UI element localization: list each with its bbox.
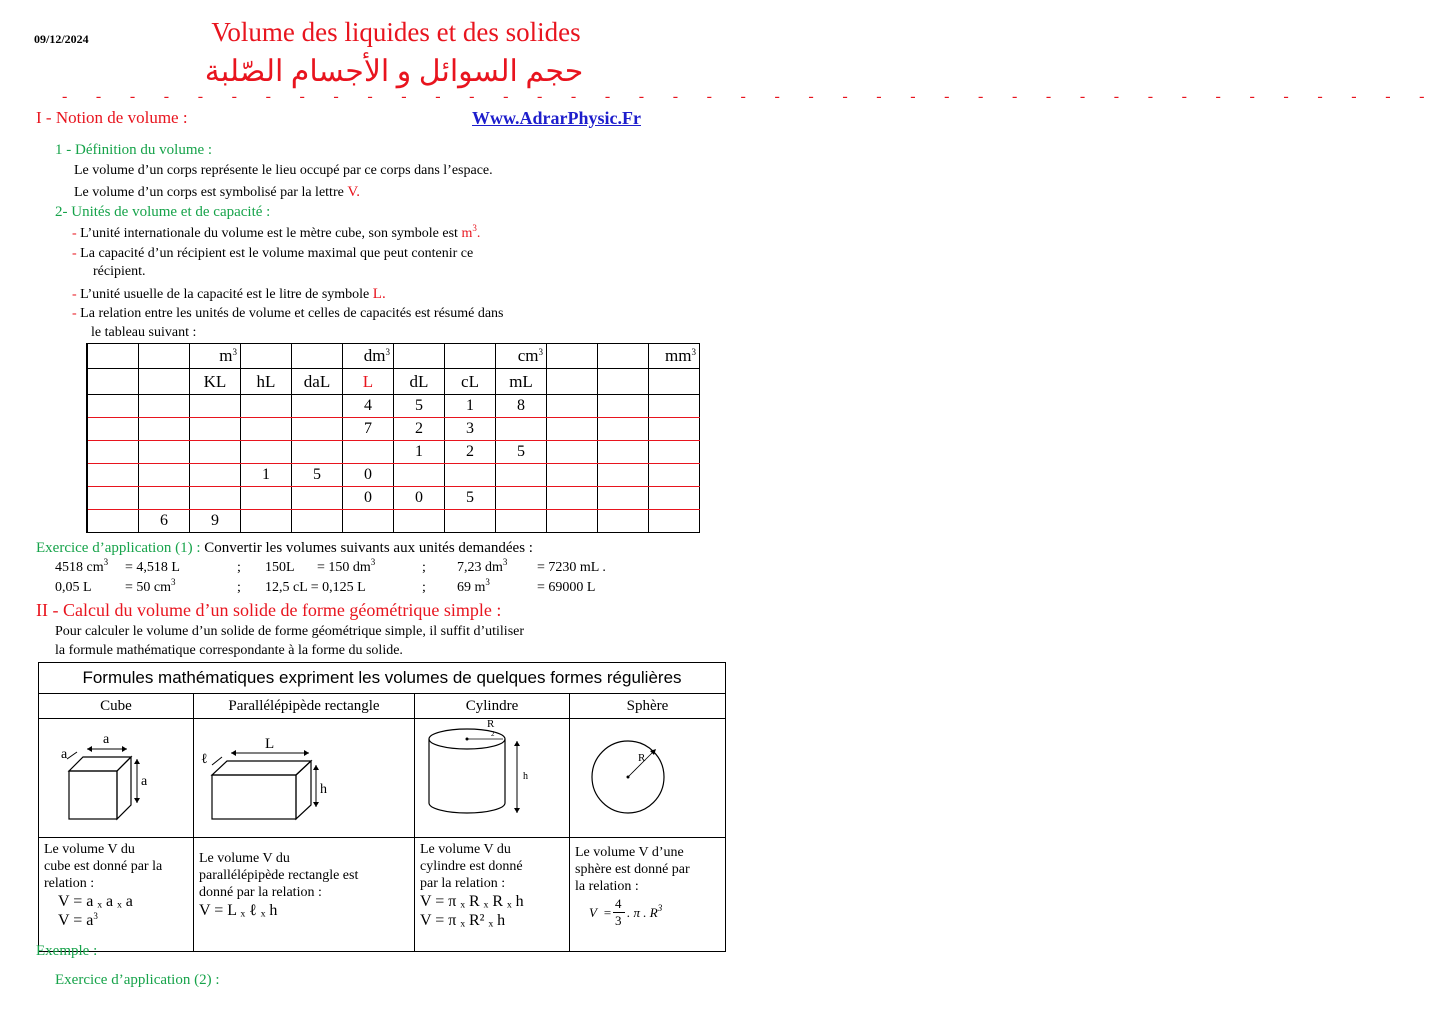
table-cell xyxy=(190,464,241,487)
table-cell xyxy=(139,344,190,369)
formulas-table-title: Formules mathématiques expriment les volumes de quelques formes régulières xyxy=(39,663,726,694)
sphere-label-radius: R xyxy=(638,752,646,764)
table-cell: 2 xyxy=(394,418,445,441)
volume-letter: V. xyxy=(347,184,360,200)
sphere-formula: V = 4 3 . π . $R^3$ xyxy=(589,896,663,928)
exercise2-heading: Exercice d’application (2) : xyxy=(55,972,220,988)
cube-description: Le volume V du cube est donné par la relation : V = a ₓ a ₓ a $V = a^3$ xyxy=(39,838,194,952)
table-cell xyxy=(649,418,700,441)
table-cell: 5 xyxy=(496,441,547,464)
cylinder-figure xyxy=(415,719,569,837)
table-cell xyxy=(598,395,649,418)
table-cell xyxy=(241,441,292,464)
sphere-figure xyxy=(570,719,725,837)
table-row xyxy=(87,510,700,533)
table-cell xyxy=(139,487,190,510)
table-cell xyxy=(190,395,241,418)
table-cell xyxy=(394,464,445,487)
table-cell xyxy=(87,418,139,441)
table-cell: 8 xyxy=(496,395,547,418)
table-cell xyxy=(445,344,496,369)
cylinder-description: Le volume V du cylindre est donné par la relation : V = π ₓ R ₓ R ₓ h V = π ₓ R² ₓ h xyxy=(415,838,570,952)
table-cell: 2 xyxy=(445,441,496,464)
table-cell: 1 xyxy=(241,464,292,487)
parallelepiped-header: Parallélépipède rectangle xyxy=(194,694,415,719)
table-cell xyxy=(139,441,190,464)
cube-label-side: a xyxy=(141,774,148,789)
table-cell xyxy=(87,395,139,418)
sphere-header: Sphère xyxy=(570,694,726,719)
capacity-cell: L xyxy=(343,369,394,395)
table-cell xyxy=(292,510,343,533)
table-cell xyxy=(445,510,496,533)
table-cell xyxy=(598,418,649,441)
capacity-cell xyxy=(649,369,700,395)
table-cell xyxy=(649,510,700,533)
table-cell xyxy=(547,464,598,487)
unit-mm3: $mm^3$ xyxy=(649,344,700,369)
page-title: Volume des liquides et des solides xyxy=(211,17,581,47)
table-cell xyxy=(496,464,547,487)
table-cell xyxy=(292,441,343,464)
cylinder-formula-1: V = π ₓ R ₓ R ₓ h xyxy=(420,893,524,910)
unit-m3: $m^3$ xyxy=(190,344,241,369)
parallelepiped-label-width: ℓ xyxy=(201,752,208,767)
table-cell xyxy=(547,441,598,464)
date: 09/12/2024 xyxy=(34,32,89,46)
table-cell xyxy=(241,395,292,418)
capacity-units-row xyxy=(87,369,700,395)
table-cell xyxy=(496,510,547,533)
table-row xyxy=(87,464,700,487)
example-heading: Exemple : xyxy=(36,943,98,959)
cube-figure xyxy=(39,719,193,837)
table-cell xyxy=(292,487,343,510)
table-cell xyxy=(547,344,598,369)
table-cell xyxy=(496,487,547,510)
cylinder-header: Cylindre xyxy=(415,694,570,719)
table-cell: 1 xyxy=(394,441,445,464)
table-cell: 0 xyxy=(394,487,445,510)
table-cell xyxy=(87,487,139,510)
bullet-relation-line-2: le tableau suivant : xyxy=(91,325,197,340)
capacity-cell xyxy=(598,369,649,395)
table-cell xyxy=(241,487,292,510)
section1-heading: I - Notion de volume : xyxy=(36,108,188,127)
cube-figure-cell xyxy=(39,719,194,838)
table-cell: 0 xyxy=(343,487,394,510)
table-cell: 4 xyxy=(343,395,394,418)
table-cell xyxy=(241,510,292,533)
bullet-capacity-line-2: récipient. xyxy=(93,264,146,279)
table-cell: 0 xyxy=(343,464,394,487)
table-cell: 6 xyxy=(139,510,190,533)
section2-intro-line-1: Pour calculer le volume d’un solide de forme géométrique simple, il suffit d’utiliser xyxy=(55,624,525,639)
website-link[interactable]: Www.AdrarPhysic.Fr xyxy=(472,108,641,128)
table-cell xyxy=(190,418,241,441)
table-cell: 7 xyxy=(343,418,394,441)
table-cell xyxy=(343,441,394,464)
table-cell xyxy=(139,395,190,418)
subheading-units: 2- Unités de volume et de capacité : xyxy=(55,204,271,220)
table-cell: 5 xyxy=(394,395,445,418)
table-cell xyxy=(547,487,598,510)
table-cell xyxy=(394,344,445,369)
capacity-cell: KL xyxy=(190,369,241,395)
parallelepiped-label-length: L xyxy=(265,736,275,752)
table-cell xyxy=(547,395,598,418)
table-cell: 1 xyxy=(445,395,496,418)
table-cell xyxy=(598,464,649,487)
dashed-divider: - - - - - - - - - - - - - - - - - - - - - - - - - - - - - - - - - - - - - - - - - xyxy=(62,88,1437,105)
table-cell xyxy=(241,344,292,369)
subheading-definition: 1 - Définition du volume : xyxy=(55,142,213,158)
table-cell xyxy=(292,395,343,418)
table-cell xyxy=(343,510,394,533)
table-cell xyxy=(190,487,241,510)
cube-label-top: a xyxy=(103,732,110,747)
table-cell xyxy=(547,510,598,533)
cylinder-figure-cell xyxy=(415,719,570,838)
parallelepiped-label-height: h xyxy=(320,782,327,797)
table-cell: 9 xyxy=(190,510,241,533)
table-cell xyxy=(241,418,292,441)
table-cell xyxy=(394,510,445,533)
cube-formula-1: V = a ₓ a ₓ a xyxy=(58,893,133,910)
parallelepiped-formula: V = L ₓ ℓ ₓ h xyxy=(199,902,278,919)
capacity-cell: dL xyxy=(394,369,445,395)
table-cell xyxy=(598,510,649,533)
table-row xyxy=(87,441,700,464)
capacity-cell xyxy=(87,369,139,395)
cube-label-depth: a xyxy=(61,747,68,762)
table-cell xyxy=(87,510,139,533)
table-cell xyxy=(139,418,190,441)
table-cell: 3 xyxy=(445,418,496,441)
table-cell xyxy=(496,418,547,441)
sphere-figure-cell xyxy=(570,719,726,838)
definition-line-1: Le volume d’un corps représente le lieu occupé par ce corps dans l’espace. xyxy=(74,163,493,178)
parallelepiped-figure-cell xyxy=(194,719,415,838)
table-cell xyxy=(649,395,700,418)
page-title-arabic: حجم السوائل و الأجسام الصّلبة xyxy=(204,55,584,88)
table-cell xyxy=(292,344,343,369)
table-row xyxy=(87,487,700,510)
bullet-litre: - L’unité usuelle de la capacité est le litre de symbole L. xyxy=(72,286,386,302)
section2-heading: II - Calcul du volume d’un solide de forme géométrique simple : xyxy=(36,600,502,620)
table-cell xyxy=(649,464,700,487)
table-cell xyxy=(598,441,649,464)
table-cell: 5 xyxy=(445,487,496,510)
bullet-relation-line-1: - La relation entre les unités de volume et celles de capacités est résumé dans xyxy=(72,306,504,321)
table-cell xyxy=(649,441,700,464)
cylinder-formula-2: V = π ₓ R² ₓ h xyxy=(420,912,506,929)
table-cell xyxy=(598,344,649,369)
cube-formula-2: $V = a^3$ xyxy=(58,911,98,929)
capacity-cell xyxy=(139,369,190,395)
sphere-description: Le volume V d’une sphère est donné par la relation : V = 4 3 . π . $R^3$ xyxy=(570,838,726,952)
table-cell xyxy=(139,464,190,487)
table-cell xyxy=(87,464,139,487)
exercise1-heading: Exercice d’application (1) : Convertir les volumes suivants aux unités demandées : xyxy=(36,540,533,556)
cylinder-label-height: h xyxy=(523,771,528,782)
cylinder-label-radius-sub: 2 xyxy=(491,730,495,738)
section2-intro-line-2: la formule mathématique correspondante à la forme du solide. xyxy=(55,643,403,658)
table-row xyxy=(87,418,700,441)
table-cell xyxy=(547,418,598,441)
table-row xyxy=(87,395,700,418)
unit-cm3: $cm^3$ xyxy=(496,344,547,369)
capacity-cell: cL xyxy=(445,369,496,395)
bullet-capacity-line-1: - La capacité d’un récipient est le volume maximal que peut contenir ce xyxy=(72,246,474,261)
capacity-cell xyxy=(547,369,598,395)
unit-dm3: $dm^3$ xyxy=(343,344,394,369)
table-cell xyxy=(87,344,139,369)
table-cell xyxy=(292,418,343,441)
parallelepiped-figure xyxy=(194,719,414,837)
cube-header: Cube xyxy=(39,694,194,719)
capacity-cell: daL xyxy=(292,369,343,395)
table-cell xyxy=(649,487,700,510)
parallelepiped-description: Le volume V du parallélépipède rectangle est donné par la relation : V = L ₓ ℓ ₓ h xyxy=(194,838,415,952)
table-cell xyxy=(87,441,139,464)
units-table xyxy=(86,343,700,533)
definition-line-2: Le volume d’un corps est symbolisé par la lettre V. xyxy=(74,184,360,200)
table-cell xyxy=(445,464,496,487)
table-cell xyxy=(598,487,649,510)
cylinder-label-radius: R xyxy=(487,718,495,730)
formulas-table xyxy=(38,662,726,952)
bullet-international-unit: - L’unité internationale du volume est le mètre cube, son symbole est $m^3$. xyxy=(72,223,481,241)
capacity-cell: hL xyxy=(241,369,292,395)
table-cell: 5 xyxy=(292,464,343,487)
capacity-cell: mL xyxy=(496,369,547,395)
table-cell xyxy=(190,441,241,464)
volume-units-row xyxy=(87,344,700,369)
